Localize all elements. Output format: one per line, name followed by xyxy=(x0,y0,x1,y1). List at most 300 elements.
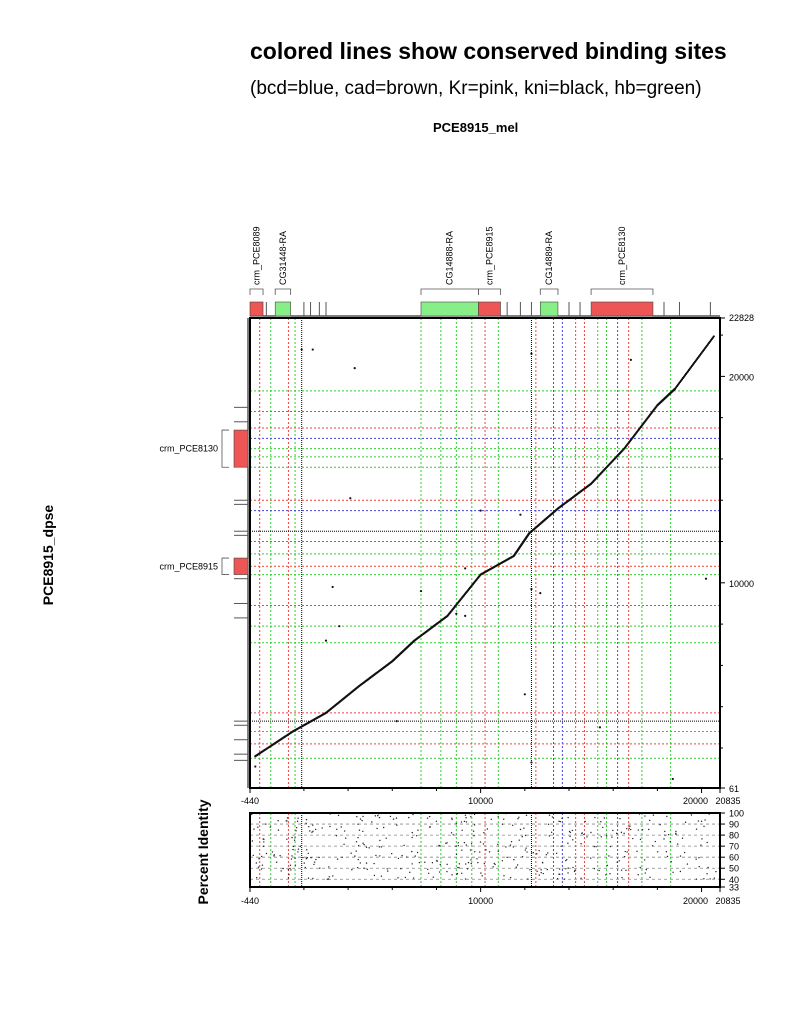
identity-sample xyxy=(630,829,631,830)
identity-sample xyxy=(314,861,315,862)
identity-sample xyxy=(253,828,254,829)
identity-sample xyxy=(362,816,363,817)
identity-sample xyxy=(644,815,645,816)
identity-sample xyxy=(517,864,518,865)
identity-sample xyxy=(458,867,459,868)
identity-sample xyxy=(567,872,568,873)
identity-sample xyxy=(670,841,671,842)
identity-sample xyxy=(518,817,519,818)
identity-sample xyxy=(567,817,568,818)
identity-sample xyxy=(566,859,567,860)
identity-sample xyxy=(704,819,705,820)
identity-sample xyxy=(270,826,271,827)
identity-sample xyxy=(559,874,560,875)
identity-sample xyxy=(522,856,523,857)
identity-sample xyxy=(510,844,511,845)
identity-sample xyxy=(363,844,364,845)
scatter-point xyxy=(519,514,521,516)
identity-sample xyxy=(265,823,266,824)
identity-sample xyxy=(253,855,254,856)
identity-sample xyxy=(357,824,358,825)
identity-sample xyxy=(429,826,430,827)
identity-sample xyxy=(483,843,484,844)
identity-y-tick-label: 70 xyxy=(729,841,740,852)
identity-sample xyxy=(403,845,404,846)
identity-sample xyxy=(451,832,452,833)
identity-sample xyxy=(379,817,380,818)
identity-sample xyxy=(492,866,493,867)
identity-sample xyxy=(287,817,288,818)
y-tick-label: 61 xyxy=(729,784,740,794)
identity-sample xyxy=(461,821,462,822)
identity-sample xyxy=(520,829,521,830)
identity-sample xyxy=(371,821,372,822)
identity-sample xyxy=(300,846,301,847)
identity-sample xyxy=(304,862,305,863)
identity-sample xyxy=(432,862,433,863)
identity-sample xyxy=(465,817,466,818)
identity-sample xyxy=(310,857,311,858)
identity-sample xyxy=(595,846,596,847)
identity-sample xyxy=(261,856,262,857)
identity-sample xyxy=(368,847,369,848)
identity-sample xyxy=(457,867,458,868)
scatter-point xyxy=(524,693,526,695)
identity-sample xyxy=(374,875,375,876)
identity-x-axis-tick-label: 10000 xyxy=(468,896,494,906)
identity-sample xyxy=(677,843,678,844)
x-sequence-name: PCE8915_mel xyxy=(433,120,519,135)
identity-sample xyxy=(540,869,541,870)
scatter-point xyxy=(354,367,356,369)
top-annotation-bracket xyxy=(478,289,500,295)
identity-sample xyxy=(572,867,573,868)
identity-sample xyxy=(358,859,359,860)
identity-sample xyxy=(513,846,514,847)
identity-sample xyxy=(610,846,611,847)
identity-sample xyxy=(398,858,399,859)
identity-sample xyxy=(278,829,279,830)
identity-sample xyxy=(621,832,622,833)
identity-sample xyxy=(684,852,685,853)
identity-sample xyxy=(526,815,527,816)
identity-sample xyxy=(567,867,568,868)
identity-sample xyxy=(574,871,575,872)
identity-sample xyxy=(609,873,610,874)
identity-sample xyxy=(408,817,409,818)
identity-sample xyxy=(655,841,656,842)
chart-subtitle: (bcd=blue, cad=brown, Kr=pink, kni=black, hb=green) xyxy=(250,78,702,99)
identity-sample xyxy=(664,834,665,835)
identity-sample xyxy=(456,823,457,824)
identity-sample xyxy=(258,866,259,867)
identity-sample xyxy=(312,831,313,832)
y-tick-label: 20000 xyxy=(729,372,755,383)
identity-sample xyxy=(590,857,591,858)
identity-sample xyxy=(506,857,507,858)
top-annotation-label: crm_PCE8915 xyxy=(484,226,495,285)
identity-sample xyxy=(363,868,364,869)
percent-identity-label: Percent Identity xyxy=(195,799,211,905)
identity-sample xyxy=(541,872,542,873)
identity-sample xyxy=(560,821,561,822)
top-annotation-label: CG31448-RA xyxy=(277,230,288,285)
x-axis-tick-label: 20000 xyxy=(683,796,709,806)
identity-sample xyxy=(453,834,454,835)
identity-sample xyxy=(417,830,418,831)
identity-sample xyxy=(312,878,313,879)
left-annotation-block xyxy=(234,558,248,575)
identity-sample xyxy=(701,821,702,822)
identity-sample xyxy=(533,852,534,853)
identity-sample xyxy=(680,855,681,856)
identity-sample xyxy=(525,849,526,850)
identity-sample xyxy=(286,820,287,821)
top-annotation-block xyxy=(250,302,263,316)
x-axis-tick-label: 20835 xyxy=(715,796,741,806)
identity-sample xyxy=(256,862,257,863)
scatter-point xyxy=(312,348,314,350)
scatter-point xyxy=(396,720,398,722)
identity-sample xyxy=(411,851,412,852)
identity-sample xyxy=(640,839,641,840)
identity-sample xyxy=(272,851,273,852)
identity-sample xyxy=(657,851,658,852)
identity-sample xyxy=(263,841,264,842)
identity-sample xyxy=(539,874,540,875)
identity-sample xyxy=(664,831,665,832)
identity-sample xyxy=(291,837,292,838)
identity-sample xyxy=(675,831,676,832)
identity-sample xyxy=(464,842,465,843)
identity-sample xyxy=(621,870,622,871)
identity-sample xyxy=(297,818,298,819)
identity-sample xyxy=(345,837,346,838)
top-annotation-block xyxy=(275,302,290,316)
identity-sample xyxy=(366,862,367,863)
identity-sample xyxy=(503,819,504,820)
identity-sample xyxy=(558,821,559,822)
identity-sample xyxy=(652,845,653,846)
identity-sample xyxy=(536,871,537,872)
identity-sample xyxy=(474,851,475,852)
identity-sample xyxy=(302,857,303,858)
identity-sample xyxy=(583,834,584,835)
identity-sample xyxy=(252,840,253,841)
identity-sample xyxy=(354,855,355,856)
identity-sample xyxy=(632,838,633,839)
y-tick-label: 22828 xyxy=(729,313,755,323)
identity-sample xyxy=(440,864,441,865)
identity-sample xyxy=(337,858,338,859)
identity-sample xyxy=(413,877,414,878)
identity-sample xyxy=(350,852,351,853)
identity-sample xyxy=(594,817,595,818)
identity-sample xyxy=(502,824,503,825)
scatter-point xyxy=(325,640,327,642)
identity-sample xyxy=(379,846,380,847)
identity-sample xyxy=(386,868,387,869)
identity-sample xyxy=(611,836,612,837)
identity-sample xyxy=(542,862,543,863)
scatter-point xyxy=(599,726,601,728)
identity-y-tick-label: 50 xyxy=(729,863,740,874)
identity-y-tick-label: 33 xyxy=(729,882,740,893)
identity-sample xyxy=(519,839,520,840)
identity-sample xyxy=(638,829,639,830)
identity-sample xyxy=(625,851,626,852)
identity-sample xyxy=(291,855,292,856)
identity-sample xyxy=(715,871,716,872)
identity-sample xyxy=(375,855,376,856)
identity-sample xyxy=(616,833,617,834)
identity-sample xyxy=(637,874,638,875)
identity-sample xyxy=(517,818,518,819)
identity-sample xyxy=(572,839,573,840)
identity-sample xyxy=(590,832,591,833)
identity-sample xyxy=(480,841,481,842)
top-annotation-bracket xyxy=(540,289,558,295)
identity-sample xyxy=(289,868,290,869)
identity-sample xyxy=(455,846,456,847)
identity-sample xyxy=(474,824,475,825)
identity-sample xyxy=(696,878,697,879)
identity-sample xyxy=(263,846,264,847)
identity-sample xyxy=(328,878,329,879)
identity-sample xyxy=(351,869,352,870)
identity-sample xyxy=(298,849,299,850)
identity-sample xyxy=(308,853,309,854)
identity-sample xyxy=(288,869,289,870)
identity-sample xyxy=(256,877,257,878)
identity-sample xyxy=(667,856,668,857)
identity-sample xyxy=(604,817,605,818)
identity-sample xyxy=(464,821,465,822)
identity-sample xyxy=(636,851,637,852)
identity-sample xyxy=(294,857,295,858)
identity-sample xyxy=(696,828,697,829)
identity-sample xyxy=(640,867,641,868)
identity-sample xyxy=(700,844,701,845)
identity-sample xyxy=(461,873,462,874)
identity-sample xyxy=(601,836,602,837)
scatter-point xyxy=(349,497,351,499)
identity-sample xyxy=(551,832,552,833)
identity-sample xyxy=(295,830,296,831)
identity-sample xyxy=(525,847,526,848)
identity-sample xyxy=(473,835,474,836)
identity-sample xyxy=(321,827,322,828)
identity-sample xyxy=(627,851,628,852)
identity-sample xyxy=(521,836,522,837)
identity-sample xyxy=(262,864,263,865)
identity-sample xyxy=(332,875,333,876)
identity-sample xyxy=(666,816,667,817)
identity-sample xyxy=(417,852,418,853)
identity-sample xyxy=(309,830,310,831)
identity-sample xyxy=(565,860,566,861)
identity-sample xyxy=(390,816,391,817)
identity-sample xyxy=(565,868,566,869)
identity-sample xyxy=(428,873,429,874)
identity-sample xyxy=(701,838,702,839)
identity-sample xyxy=(315,859,316,860)
identity-sample xyxy=(477,862,478,863)
identity-sample xyxy=(436,821,437,822)
scatter-point xyxy=(705,578,707,580)
identity-sample xyxy=(297,821,298,822)
identity-sample xyxy=(714,878,715,879)
identity-sample xyxy=(703,878,704,879)
identity-sample xyxy=(599,870,600,871)
identity-sample xyxy=(682,838,683,839)
top-annotation-label: crm_PCE8089 xyxy=(251,226,262,285)
scatter-point xyxy=(530,761,532,763)
scatter-point xyxy=(539,592,541,594)
identity-sample xyxy=(305,823,306,824)
identity-x-axis-tick-label: 20000 xyxy=(683,896,709,906)
identity-sample xyxy=(295,864,296,865)
identity-sample xyxy=(328,866,329,867)
identity-sample xyxy=(479,851,480,852)
identity-sample xyxy=(680,871,681,872)
identity-sample xyxy=(525,835,526,836)
identity-sample xyxy=(649,820,650,821)
identity-sample xyxy=(645,872,646,873)
scatter-point xyxy=(530,353,532,355)
identity-sample xyxy=(498,851,499,852)
identity-sample xyxy=(459,863,460,864)
identity-sample xyxy=(485,849,486,850)
identity-sample xyxy=(470,849,471,850)
scatter-point xyxy=(630,359,632,361)
identity-sample xyxy=(510,877,511,878)
identity-sample xyxy=(362,831,363,832)
identity-sample xyxy=(502,860,503,861)
identity-sample xyxy=(644,859,645,860)
scatter-point xyxy=(332,586,334,588)
y-sequence-name: PCE8915_dpse xyxy=(40,504,56,606)
x-axis-tick-label: -440 xyxy=(240,796,260,806)
scatter-point xyxy=(301,348,303,350)
identity-sample xyxy=(606,835,607,836)
identity-sample xyxy=(706,873,707,874)
identity-sample xyxy=(261,868,262,869)
identity-sample xyxy=(308,826,309,827)
identity-sample xyxy=(581,833,582,834)
identity-sample xyxy=(356,850,357,851)
identity-sample xyxy=(497,844,498,845)
top-annotation-bracket xyxy=(250,289,263,295)
identity-sample xyxy=(319,867,320,868)
identity-sample xyxy=(361,820,362,821)
identity-sample xyxy=(377,815,378,816)
identity-sample xyxy=(648,829,649,830)
identity-sample xyxy=(412,832,413,833)
scatter-point xyxy=(530,588,532,590)
identity-sample xyxy=(548,824,549,825)
identity-sample xyxy=(549,814,550,815)
identity-sample xyxy=(308,878,309,879)
identity-sample xyxy=(649,877,650,878)
scatter-point xyxy=(672,778,674,780)
identity-sample xyxy=(296,827,297,828)
identity-sample xyxy=(685,822,686,823)
identity-sample xyxy=(391,853,392,854)
identity-sample xyxy=(397,877,398,878)
identity-sample xyxy=(439,845,440,846)
identity-sample xyxy=(405,877,406,878)
top-annotation-bracket xyxy=(275,289,290,295)
identity-sample xyxy=(409,872,410,873)
identity-sample xyxy=(293,846,294,847)
scatter-point xyxy=(480,509,482,511)
identity-y-tick-label: 80 xyxy=(729,830,740,841)
identity-sample xyxy=(288,874,289,875)
identity-sample xyxy=(294,840,295,841)
identity-sample xyxy=(446,871,447,872)
left-annotation-bracket xyxy=(222,430,229,467)
identity-sample xyxy=(266,853,267,854)
identity-sample xyxy=(663,838,664,839)
identity-sample xyxy=(624,856,625,857)
identity-sample xyxy=(281,870,282,871)
identity-sample xyxy=(282,868,283,869)
identity-sample xyxy=(580,878,581,879)
scatter-point xyxy=(464,567,466,569)
identity-sample xyxy=(262,838,263,839)
identity-sample xyxy=(675,833,676,834)
identity-sample xyxy=(381,875,382,876)
identity-sample xyxy=(608,855,609,856)
left-annotation-bracket xyxy=(222,558,229,575)
identity-sample xyxy=(306,849,307,850)
identity-sample xyxy=(619,860,620,861)
identity-sample xyxy=(424,862,425,863)
top-annotation-label: crm_PCE8130 xyxy=(617,226,628,285)
chart-title: colored lines show conserved binding sites xyxy=(250,38,727,64)
identity-sample xyxy=(329,826,330,827)
identity-sample xyxy=(336,829,337,830)
identity-sample xyxy=(290,869,291,870)
identity-sample xyxy=(427,817,428,818)
identity-sample xyxy=(527,878,528,879)
identity-sample xyxy=(691,814,692,815)
identity-sample xyxy=(393,818,394,819)
identity-sample xyxy=(572,830,573,831)
scatter-point xyxy=(455,613,457,615)
identity-sample xyxy=(376,828,377,829)
identity-sample xyxy=(484,863,485,864)
identity-sample xyxy=(491,819,492,820)
identity-sample xyxy=(290,865,291,866)
identity-sample xyxy=(386,838,387,839)
identity-sample xyxy=(305,867,306,868)
identity-sample xyxy=(567,843,568,844)
identity-sample xyxy=(306,858,307,859)
identity-sample xyxy=(481,875,482,876)
identity-sample xyxy=(556,853,557,854)
identity-sample xyxy=(465,814,466,815)
identity-sample xyxy=(476,858,477,859)
identity-sample xyxy=(327,879,328,880)
identity-sample xyxy=(547,852,548,853)
identity-sample xyxy=(456,854,457,855)
identity-sample xyxy=(379,840,380,841)
identity-sample xyxy=(411,863,412,864)
identity-sample xyxy=(489,851,490,852)
identity-sample xyxy=(668,834,669,835)
